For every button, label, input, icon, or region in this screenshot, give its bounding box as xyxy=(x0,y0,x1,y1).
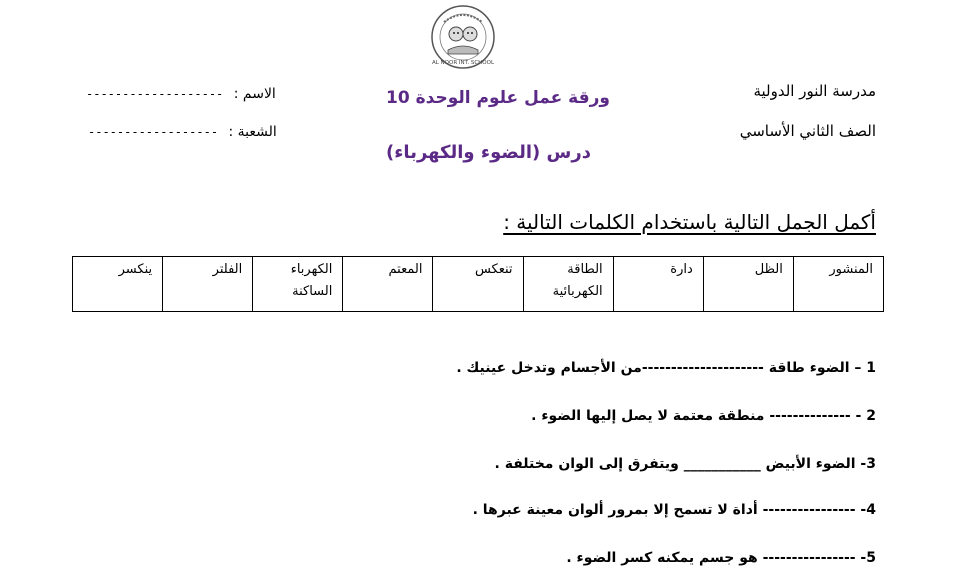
school-logo xyxy=(430,4,496,70)
grade-label: الصف الثاني الأساسي xyxy=(739,122,876,140)
section-blank[interactable]: ------------------ xyxy=(88,125,219,139)
question-5: 5- ---------------- هو جسم يمكنه كسر الضوء . xyxy=(566,550,876,566)
word-bank-cell: الطاقة الكهربائية xyxy=(524,257,614,311)
word-bank-cell: المنشور xyxy=(794,257,884,311)
word-bank-table xyxy=(72,256,884,312)
instruction-heading: أكمل الجمل التالية باستخدام الكلمات التالية : xyxy=(503,210,876,234)
question-3: 3- الضوء الأبيض ___________ ويتفرق إلى الوان مختلفة . xyxy=(494,456,876,472)
question-1: 1 – الضوء طاقة ---------------------من الأجسام وتدخل عينيك . xyxy=(456,360,876,376)
question-4: 4- ---------------- أداة لا تسمح إلا بمرور ألوان معينة عبرها . xyxy=(472,502,876,518)
svg-text:AL NOOR INT. SCHOOL: AL NOOR INT. SCHOOL xyxy=(431,60,495,66)
worksheet-title: ورقة عمل علوم الوحدة 10 xyxy=(386,88,610,108)
name-blank[interactable]: ------------------- xyxy=(86,87,224,101)
section-field[interactable] xyxy=(88,124,277,140)
word-bank-cell: دارة xyxy=(614,257,704,311)
section-label: الشعبة : xyxy=(228,124,277,140)
word-bank-cell: المعتم xyxy=(343,257,433,311)
word-bank-cell: الظل xyxy=(704,257,794,311)
name-label: الاسم : xyxy=(233,86,276,102)
word-bank-cell: تنعكس xyxy=(433,257,523,311)
word-bank-cell: الفلتر xyxy=(163,257,253,311)
name-field[interactable] xyxy=(86,86,276,102)
lesson-title: درس (الضوء والكهرباء) xyxy=(386,142,591,163)
school-name: مدرسة النور الدولية xyxy=(753,82,876,100)
word-bank-cell: ينكسر xyxy=(73,257,163,311)
question-2: 2 - -------------- منطقة معتمة لا يصل إليها الضوء . xyxy=(531,408,876,424)
word-bank-cell: الكهرباء الساكنة xyxy=(253,257,343,311)
